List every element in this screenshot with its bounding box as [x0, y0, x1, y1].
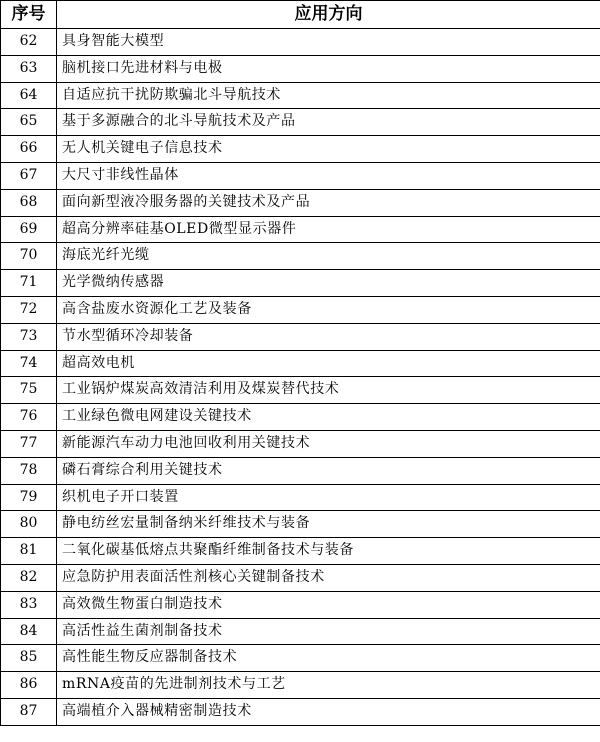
table-row — [1, 29, 600, 56]
table-row — [1, 162, 600, 189]
table-row — [1, 270, 600, 297]
row-number: 74 — [1, 350, 57, 377]
row-number: 68 — [1, 189, 57, 216]
table-row — [1, 377, 600, 404]
table-header — [1, 1, 600, 29]
table-row — [1, 136, 600, 163]
row-direction: 大尺寸非线性晶体 — [57, 162, 600, 189]
row-number: 86 — [1, 672, 57, 699]
row-direction: 超高效电机 — [57, 350, 600, 377]
row-direction: 脑机接口先进材料与电极 — [57, 55, 600, 82]
row-number: 83 — [1, 591, 57, 618]
row-number: 82 — [1, 564, 57, 591]
row-number: 78 — [1, 457, 57, 484]
row-number: 71 — [1, 270, 57, 297]
row-number: 70 — [1, 243, 57, 270]
row-number: 79 — [1, 484, 57, 511]
row-number: 87 — [1, 698, 57, 725]
row-direction: 高端植介入器械精密制造技术 — [57, 698, 600, 725]
table-row — [1, 484, 600, 511]
table-row — [1, 296, 600, 323]
row-direction: 具身智能大模型 — [57, 29, 600, 56]
table-row — [1, 243, 600, 270]
row-direction: 超高分辨率硅基OLED微型显示器件 — [57, 216, 600, 243]
row-number: 81 — [1, 538, 57, 565]
row-number: 66 — [1, 136, 57, 163]
row-number: 84 — [1, 618, 57, 645]
row-direction: 节水型循环冷却装备 — [57, 323, 600, 350]
table-row — [1, 82, 600, 109]
row-direction: 静电纺丝宏量制备纳米纤维技术与装备 — [57, 511, 600, 538]
table-row — [1, 189, 600, 216]
table-row — [1, 538, 600, 565]
row-number: 65 — [1, 109, 57, 136]
table-body — [1, 29, 600, 726]
table-row — [1, 55, 600, 82]
row-direction: 高性能生物反应器制备技术 — [57, 645, 600, 672]
table-row — [1, 430, 600, 457]
row-direction: 自适应抗干扰防欺骗北斗导航技术 — [57, 82, 600, 109]
row-direction: 光学微纳传感器 — [57, 270, 600, 297]
row-number: 62 — [1, 29, 57, 56]
table-row — [1, 511, 600, 538]
row-direction: 织机电子开口装置 — [57, 484, 600, 511]
row-number: 69 — [1, 216, 57, 243]
row-number: 67 — [1, 162, 57, 189]
row-number: 73 — [1, 323, 57, 350]
table-row — [1, 216, 600, 243]
table-row — [1, 350, 600, 377]
row-number: 64 — [1, 82, 57, 109]
table-row — [1, 457, 600, 484]
row-number: 63 — [1, 55, 57, 82]
row-direction: 无人机关键电子信息技术 — [57, 136, 600, 163]
row-number: 80 — [1, 511, 57, 538]
table-row — [1, 672, 600, 699]
table-row — [1, 109, 600, 136]
table-row — [1, 564, 600, 591]
row-direction: mRNA疫苗的先进制剂技术与工艺 — [57, 672, 600, 699]
row-direction: 二氧化碳基低熔点共聚酯纤维制备技术与装备 — [57, 538, 600, 565]
row-number: 75 — [1, 377, 57, 404]
row-direction: 磷石膏综合利用关键技术 — [57, 457, 600, 484]
row-direction: 高活性益生菌剂制备技术 — [57, 618, 600, 645]
row-direction: 工业绿色微电网建设关键技术 — [57, 404, 600, 431]
row-direction: 高含盐废水资源化工艺及装备 — [57, 296, 600, 323]
row-direction: 应急防护用表面活性剂核心关键制备技术 — [57, 564, 600, 591]
row-direction: 面向新型液冷服务器的关键技术及产品 — [57, 189, 600, 216]
row-number: 76 — [1, 404, 57, 431]
row-direction: 海底光纤光缆 — [57, 243, 600, 270]
table-row — [1, 404, 600, 431]
header-serial-number: 序号 — [1, 1, 57, 29]
row-direction: 基于多源融合的北斗导航技术及产品 — [57, 109, 600, 136]
table-row — [1, 618, 600, 645]
header-row — [1, 1, 600, 29]
table-row — [1, 323, 600, 350]
row-direction: 高效微生物蛋白制造技术 — [57, 591, 600, 618]
row-number: 85 — [1, 645, 57, 672]
row-direction: 工业锅炉煤炭高效清洁利用及煤炭替代技术 — [57, 377, 600, 404]
table-row — [1, 698, 600, 725]
row-number: 72 — [1, 296, 57, 323]
row-number: 77 — [1, 430, 57, 457]
table-row — [1, 591, 600, 618]
table-row — [1, 645, 600, 672]
header-application-direction: 应用方向 — [57, 1, 600, 29]
row-direction: 新能源汽车动力电池回收利用关键技术 — [57, 430, 600, 457]
